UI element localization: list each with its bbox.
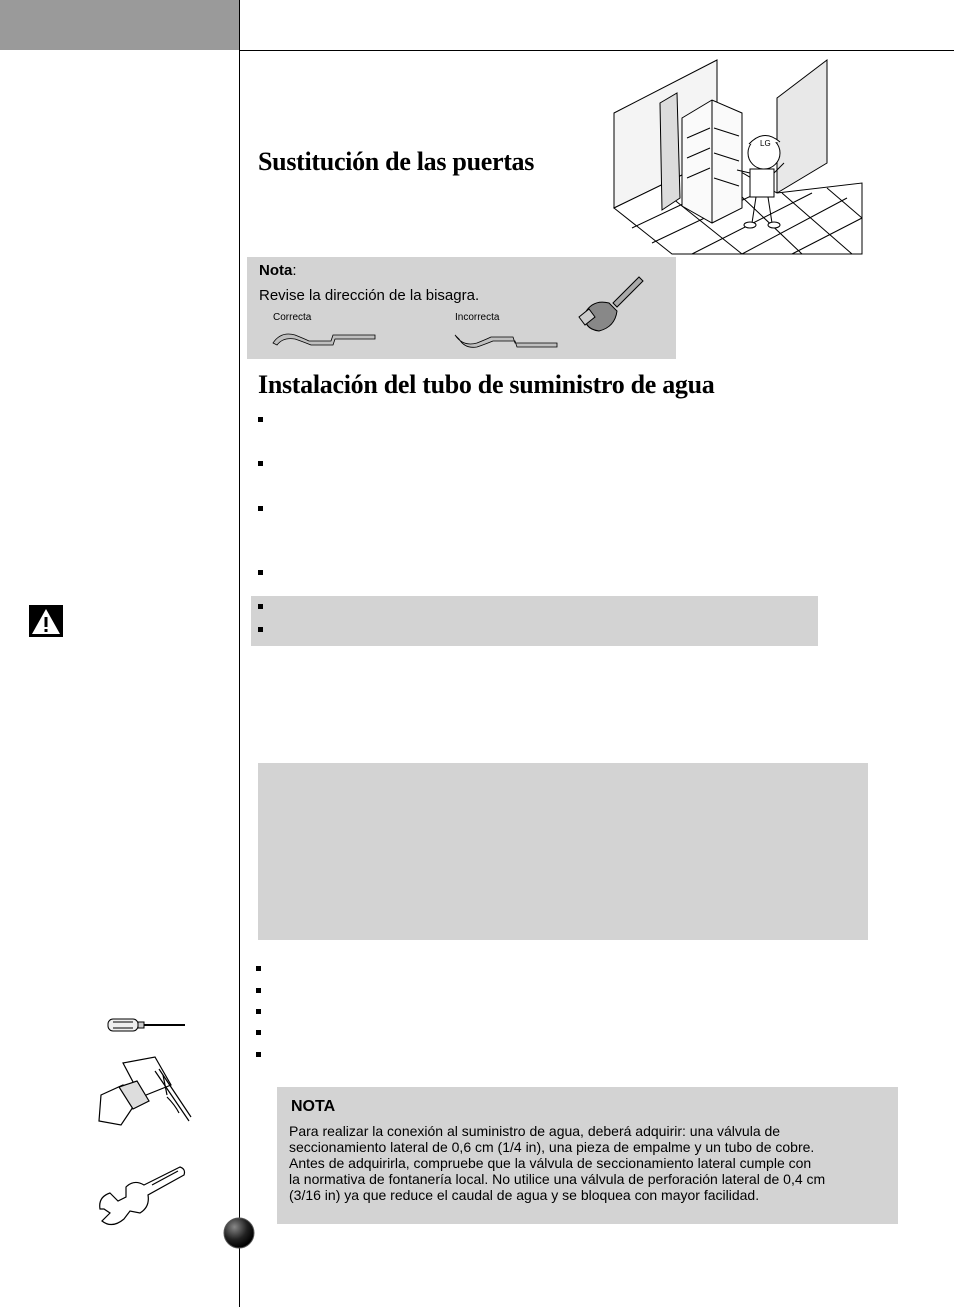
doors-section-title: Sustitución de las puertas (258, 147, 535, 176)
wrench-icon (96, 1163, 188, 1229)
nota-line: Antes de adquirirla, compruebe que la válvula de seccionamiento lateral cumple con (289, 1155, 812, 1171)
screwdriver-icon (107, 1016, 187, 1034)
header-rule (239, 50, 954, 51)
nota-line: Para realizar la conexión al suministro de agua, deberá adquirir: una válvula de (289, 1123, 781, 1139)
supply-nota-heading: NOTA (291, 1098, 336, 1115)
bullet (258, 417, 263, 422)
supply-nota-text (289, 1123, 893, 1203)
bullet (258, 570, 263, 575)
bullet (256, 966, 261, 971)
incorrect-hinge-icon (453, 327, 561, 353)
bullet (256, 988, 261, 993)
bullet (256, 1052, 261, 1057)
left-margin-rule (239, 0, 240, 1307)
nota-line: la normativa de fontanería local. No utilice una válvula de perforación lateral de 0,4 cm (289, 1171, 826, 1187)
header-gray-bar (0, 0, 239, 50)
hinge-note-label: Nota (259, 262, 293, 279)
incorrect-label: Incorrecta (455, 312, 500, 323)
bullet (258, 461, 263, 466)
hinge-note-text: Revise la dirección de la bisagra. (259, 287, 480, 304)
bullet (258, 627, 263, 632)
water-section-title: Instalación del tubo de suministro de agua (258, 370, 715, 399)
hinge-note-box (247, 257, 676, 359)
svg-text:LG: LG (760, 139, 771, 148)
hinge-note-colon: : (292, 262, 297, 279)
supply-nota-box (277, 1087, 898, 1224)
content-gray-box (258, 763, 868, 940)
bullet (258, 604, 263, 609)
fridge-installation-illustration (612, 58, 864, 256)
page-dot-icon (222, 1216, 256, 1250)
bullet (258, 506, 263, 511)
hinge-note-heading (259, 262, 297, 279)
nota-line: seccionamiento lateral de 0,6 cm (1/4 in), una pieza de empalme y un tubo de cobre. (289, 1139, 815, 1155)
drill-icon (93, 1055, 193, 1129)
warning-triangle-icon (29, 605, 63, 637)
correct-label: Correcta (273, 312, 312, 323)
screwdriver-hinge-icon (575, 273, 645, 335)
correct-hinge-icon (271, 327, 379, 351)
bullet (256, 1030, 261, 1035)
warning-box (251, 596, 818, 646)
nota-line: (3/16 in) ya que reduce el caudal de agua y se bloquea con mayor facilidad. (289, 1187, 760, 1203)
bullet (256, 1009, 261, 1014)
